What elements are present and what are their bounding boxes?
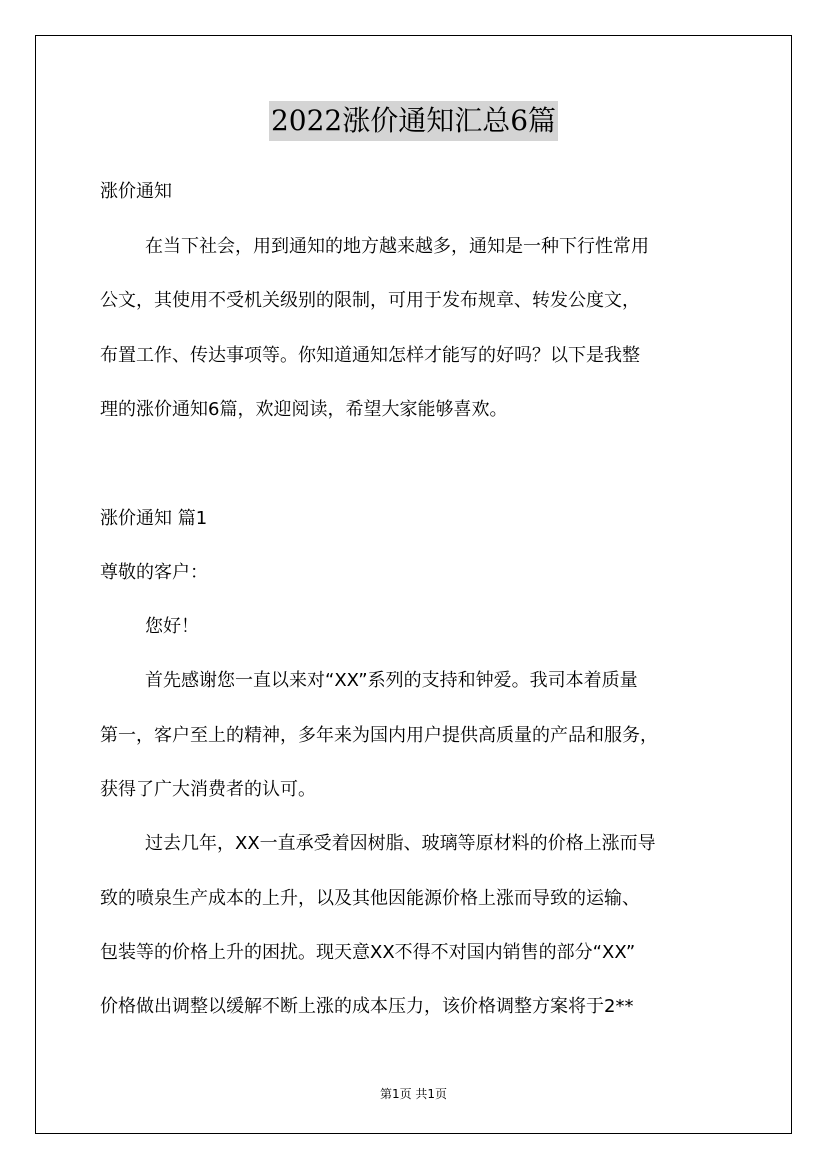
article-heading: 涨价通知 篇1 — [100, 508, 208, 529]
paragraph-line: 获得了广大消费者的认可。 — [100, 779, 316, 800]
paragraph-line: 致的喷泉生产成本的上升，以及其他因能源价格上涨而导致的运输、 — [100, 888, 640, 909]
salutation: 尊敬的客户： — [100, 562, 208, 583]
intro-line: 布置工作、传达事项等。你知道通知怎样才能写的好吗？以下是我整 — [100, 345, 640, 366]
intro-line: 理的涨价通知6篇，欢迎阅读，希望大家能够喜欢。 — [100, 399, 508, 420]
greeting: 您好！ — [145, 616, 199, 637]
intro-line: 公文，其使用不受机关级别的限制，可用于发布规章、转发公度文， — [100, 290, 640, 311]
paragraph-line: 首先感谢您一直以来对“XX”系列的支持和钟爱。我司本着质量 — [145, 670, 638, 691]
document-title: 2022涨价通知汇总6篇 — [269, 101, 558, 141]
section-heading: 涨价通知 — [100, 181, 172, 202]
paragraph-line: 第一，客户至上的精神，多年来为国内用户提供高质量的产品和服务， — [100, 725, 658, 746]
intro-line: 在当下社会，用到通知的地方越来越多，通知是一种下行性常用 — [145, 236, 649, 257]
paragraph-line: 包装等的价格上升的困扰。现天意XX不得不对国内销售的部分“XX” — [100, 942, 636, 963]
paragraph-line: 价格做出调整以缓解不断上涨的成本压力，该价格调整方案将于2** — [100, 996, 634, 1017]
paragraph-line: 过去几年，XX一直承受着因树脂、玻璃等原材料的价格上涨而导 — [145, 833, 656, 854]
title-wrap — [0, 101, 827, 141]
page-number: 第1页 共1页 — [379, 1087, 448, 1101]
